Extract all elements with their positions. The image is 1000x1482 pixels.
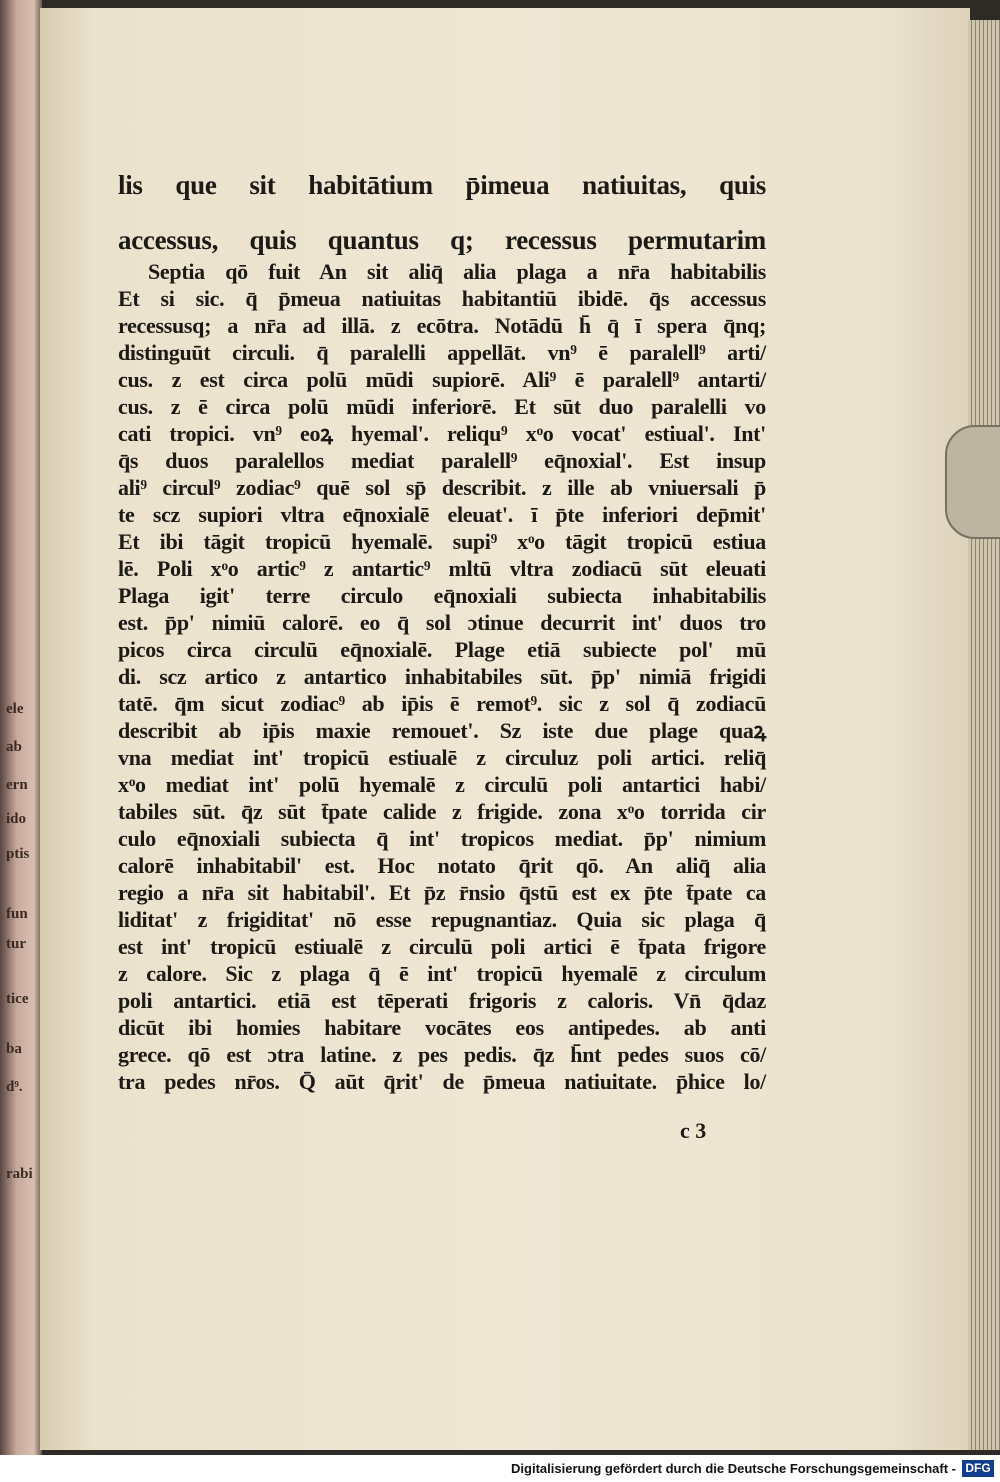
margin-fragment: ab: [6, 739, 22, 755]
margin-fragment: d⁹.: [6, 1079, 23, 1095]
text-line: q̄s duos paralellos mediat paralell⁹ eq̄noxial'. Est insup: [118, 448, 766, 473]
margin-fragment: ido: [6, 811, 27, 827]
text-line: tra pedes nr̄os. Q̄ aūt q̄rit' de p̄meua natiuitate. p̄hice lo/: [118, 1069, 766, 1094]
text-line: culo eq̄noxiali subiecta q̄ int' tropicos mediat. p̄p' nimium: [118, 826, 766, 851]
margin-fragment: ele: [6, 701, 24, 717]
text-line: grece. qō est ɔtra latine. z pes pedis. q̄z h̄nt pedes suos cō/: [118, 1042, 766, 1067]
text-line: tatē. q̄m sicut zodiac⁹ ab ip̄is ē remot⁹. sic z sol q̄ zodiacū: [118, 691, 766, 716]
text-line: xͦo mediat int' polū hyemalē z circulū poli antartici habi/: [118, 772, 766, 797]
text-line: cus. z ē circa polū mūdi inferiorē. Et sūt duo paralelli vo: [118, 394, 766, 419]
margin-fragment: fun: [6, 906, 28, 922]
text-line: est. p̄p' nimiū calorē. eo q̄ sol ɔtinue decurrit int' duos tro: [118, 610, 766, 635]
text-line: Plaga igit' terre circulo eq̄noxiali subiecta inhabitabilis: [118, 583, 766, 608]
text-line: picos circa circulū eq̄noxialē. Plage etiā subiecte pol' mū: [118, 637, 766, 662]
text-line: tabiles sūt. q̄z sūt t̄pate calide z frigide. zona xͦo torrida cir: [118, 799, 766, 824]
margin-fragment: ba: [6, 1041, 22, 1057]
book-clasp: [945, 425, 1000, 539]
text-line: z calore. Sic z plaga q̄ ē int' tropicū hyemalē z circulum: [118, 961, 766, 986]
text-line: calorē inhabitabil' est. Hoc notato q̄rit qō. An aliq̄ alia: [118, 853, 766, 878]
text-line: poli antartici. etiā est tēperati frigoris z caloris. Vn̄ q̄daz: [118, 988, 766, 1013]
text-line: vna mediat int' tropicū estiualē z circuluz poli artici. reliq̄: [118, 745, 766, 770]
page-stack-edge: [968, 20, 1000, 1450]
text-line: accessus, quis quantus q; recessus permutarim: [118, 225, 766, 255]
text-line: di. scz artico z antartico inhabitabiles sūt. p̄p' nimiā frigidi: [118, 664, 766, 689]
margin-fragment: ern: [6, 777, 28, 793]
margin-fragment: ptis: [6, 846, 30, 862]
page-text-block: [118, 165, 766, 1095]
text-line: Septia qō fuit An sit aliq̄ alia plaga a nr̄a habitabilis: [148, 259, 766, 284]
text-line: Et ibi tāgit tropicū hyemalē. supi⁹ xͦo tāgit tropicū estiua: [118, 529, 766, 554]
text-line: distinguūt circuli. q̄ paralelli appellāt. vn⁹ ē paralell⁹ arti/: [118, 340, 766, 365]
text-line: describit ab ip̄is maxie remouet'. Sz iste due plage quaꝝ: [118, 718, 766, 743]
text-line: recessusq; a nr̄a ad illā. z ecōtra. Notādū h̄ q̄ ī spera q̄nq;: [118, 313, 766, 338]
dfg-logo: DFG: [962, 1460, 994, 1477]
text-line: lē. Poli xͦo artic⁹ z antartic⁹ mltū vltra zodiacū sūt eleuati: [118, 556, 766, 581]
text-line: est int' tropicū estiualē z circulū poli artici ē t̄pata frigore: [118, 934, 766, 959]
text-line: lis que sit habitātium p̄imeua natiuitas, quis: [118, 170, 766, 200]
margin-fragment: tur: [6, 936, 26, 952]
text-line: te scz supiori vltra eq̄noxialē eleuat'. ī p̄te inferiori dep̄mit': [118, 502, 766, 527]
text-line: cati tropici. vn⁹ eoꝝ hyemal'. reliqu⁹ xͦo vocat' estiual'. Int': [118, 421, 766, 446]
text-line: regio a nr̄a sit habitabil'. Et p̄z r̄nsio q̄stū est ex p̄te t̄pate ca: [118, 880, 766, 905]
text-line: Et si sic. q̄ p̄meua natiuitas habitantiū ibidē. q̄s accessus: [118, 286, 766, 311]
margin-fragment: tice: [6, 991, 29, 1007]
footer-banner: [0, 1455, 1000, 1482]
margin-fragment: rabi: [6, 1166, 33, 1182]
text-line: cus. z est circa polū mūdi supiorē. Ali⁹ ē paralell⁹ antarti/: [118, 367, 766, 392]
text-line: ali⁹ circul⁹ zodiac⁹ quē sol sp̄ describit. z ille ab vniuersali p̄: [118, 475, 766, 500]
text-line: liditat' z frigiditat' nō esse repugnantiaz. Quia sic plaga q̄: [118, 907, 766, 932]
funding-credit: Digitalisierung gefördert durch die Deutsche Forschungsgemeinschaft -: [511, 1461, 956, 1476]
previous-page-edge: [0, 0, 42, 1455]
text-line: dicūt ibi homies habitare vocātes eos antipedes. ab anti: [118, 1015, 766, 1040]
signature-mark: c 3: [680, 1118, 707, 1143]
